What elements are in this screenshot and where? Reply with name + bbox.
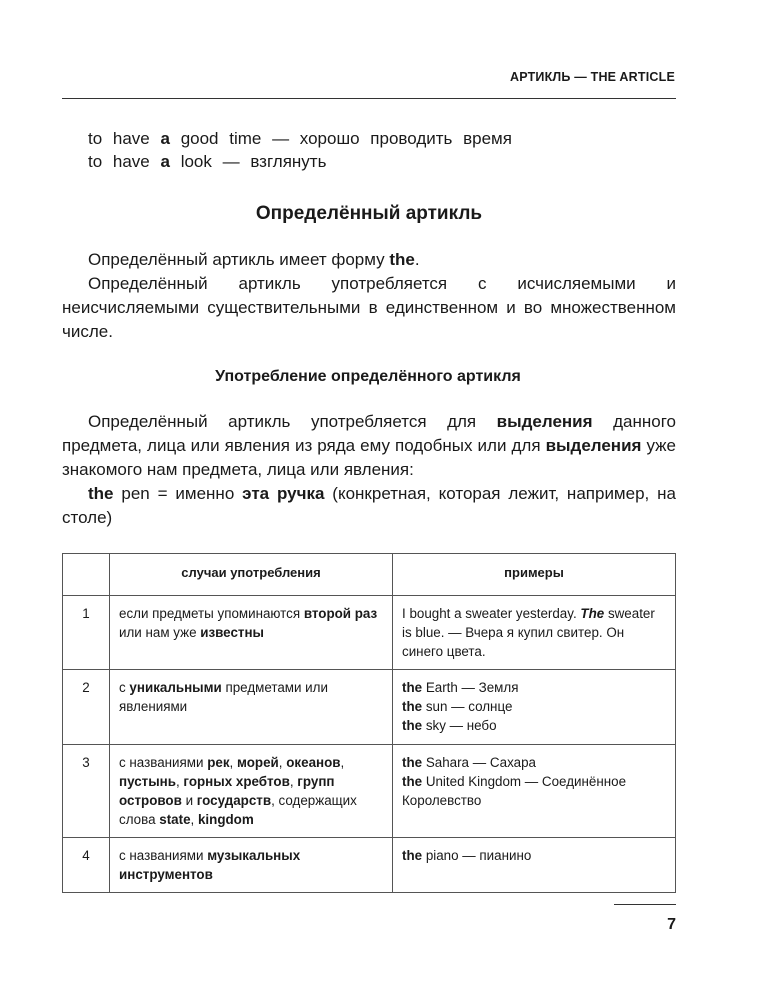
example-line <box>402 697 666 716</box>
bold-term: выделения <box>545 436 642 455</box>
bold-term: The <box>580 606 605 621</box>
header-divider <box>62 98 676 99</box>
bold-term: океанов <box>286 755 341 770</box>
text: United Kingdom — Соединённое Королевство <box>402 774 627 808</box>
example-line <box>402 678 666 697</box>
bold-term: выделения <box>496 412 593 431</box>
bold-term: второй раз <box>303 606 378 621</box>
text: sun — солнце <box>422 699 513 714</box>
text: , <box>190 812 198 827</box>
text: (конкретная, которая лежит, например, на столе) <box>62 484 676 527</box>
intro-paragraph: Определённый артикль употребляется с исчисляемыми и неисчисляемыми существительными в единственном и во множественном числе. <box>62 274 676 341</box>
example-cell <box>393 838 676 893</box>
phrase-line <box>88 127 512 150</box>
example-line <box>402 772 666 810</box>
case-cell <box>110 596 393 670</box>
header-cases: случаи употребления <box>110 554 393 596</box>
table-row <box>63 670 676 745</box>
text: I bought a sweater yesterday. <box>402 606 581 621</box>
text: , <box>229 755 237 770</box>
article: the <box>402 848 423 863</box>
bold-term: пустынь <box>119 774 176 789</box>
phrase-article: a <box>160 129 170 148</box>
bold-term: государств <box>196 793 272 808</box>
text: , содержащих слова <box>119 793 357 827</box>
intro-paragraph <box>62 248 676 272</box>
text: . <box>414 250 420 269</box>
text: с названиями <box>119 848 208 863</box>
text: , <box>340 755 345 770</box>
example-cell <box>393 670 676 745</box>
phrase-line <box>88 150 512 173</box>
table-row <box>63 745 676 838</box>
text: pen = именно <box>113 484 243 503</box>
case-cell <box>110 670 393 745</box>
bold-term: the <box>88 484 114 503</box>
phrase-text: to have <box>88 129 161 148</box>
bold-term: kingdom <box>197 812 254 827</box>
subsection-title: Употребление определённого артикля <box>215 368 521 385</box>
table-header-row <box>63 554 676 596</box>
article: the <box>402 699 423 714</box>
article: the <box>402 755 423 770</box>
section-title: Определённый артикль <box>255 203 483 224</box>
article: the <box>402 718 423 733</box>
phrase-text: good time — хорошо проводить время <box>169 129 512 148</box>
text: Определённый артикль имеет форму <box>88 250 390 269</box>
text: Earth — Земля <box>422 680 519 695</box>
usage-example <box>62 482 676 530</box>
article: the <box>402 680 423 695</box>
phrase-examples <box>88 127 512 173</box>
intro-text <box>62 248 676 344</box>
running-header: АРТИКЛЬ — THE ARTICLE <box>509 70 675 84</box>
text: с <box>119 680 130 695</box>
text: уже знакомого нам предмета, лица или явления: <box>62 436 676 479</box>
text: piano — пианино <box>422 848 532 863</box>
bold-term: морей <box>237 755 279 770</box>
bold-term: горных хребтов <box>183 774 290 789</box>
text: , <box>175 774 184 789</box>
row-number: 2 <box>63 670 110 745</box>
text: если предметы упоминаются <box>119 606 304 621</box>
example-line <box>402 716 666 735</box>
example-line <box>402 753 666 772</box>
text: и <box>181 793 197 808</box>
row-number: 4 <box>63 838 110 893</box>
table-row <box>63 838 676 893</box>
case-cell <box>110 745 393 838</box>
page-number: 7 <box>667 916 676 933</box>
text: с названиями <box>119 755 208 770</box>
header-num <box>63 554 110 596</box>
phrase-text: to have <box>88 152 161 171</box>
usage-table <box>62 553 676 893</box>
text: данного предмета, лица или явления из ряда ему подобных или для <box>62 412 676 455</box>
phrase-article: a <box>160 152 170 171</box>
text: Определённый артикль употребляется для <box>88 412 497 431</box>
bold-term: рек <box>207 755 230 770</box>
example-cell <box>393 596 676 670</box>
bold-term: state <box>159 812 191 827</box>
usage-text <box>62 410 676 530</box>
header-examples: примеры <box>393 554 676 596</box>
article: the <box>402 774 423 789</box>
text: , <box>278 755 287 770</box>
text: Sahara — Сахара <box>422 755 536 770</box>
table-row <box>63 596 676 670</box>
row-number: 3 <box>63 745 110 838</box>
text: предметами или явлениями <box>119 680 328 714</box>
bold-term: the <box>389 250 415 269</box>
example-line <box>402 846 666 865</box>
example-cell <box>393 745 676 838</box>
phrase-text: look — взглянуть <box>169 152 327 171</box>
text: sweater is blue. — Вчера я купил свитер. Он синего цвета. <box>402 606 655 659</box>
bold-term: музыкальных инструментов <box>119 848 301 882</box>
bold-term: уникальными <box>129 680 222 695</box>
text: или нам уже <box>119 625 201 640</box>
bold-term: эта ручка <box>242 484 325 503</box>
bold-term: групп островов <box>119 774 335 808</box>
row-number: 1 <box>63 596 110 670</box>
footer-divider <box>614 904 676 905</box>
usage-paragraph <box>62 410 676 482</box>
bold-term: известны <box>200 625 264 640</box>
case-cell <box>110 838 393 893</box>
text: sky — небо <box>422 718 497 733</box>
text: , <box>289 774 298 789</box>
